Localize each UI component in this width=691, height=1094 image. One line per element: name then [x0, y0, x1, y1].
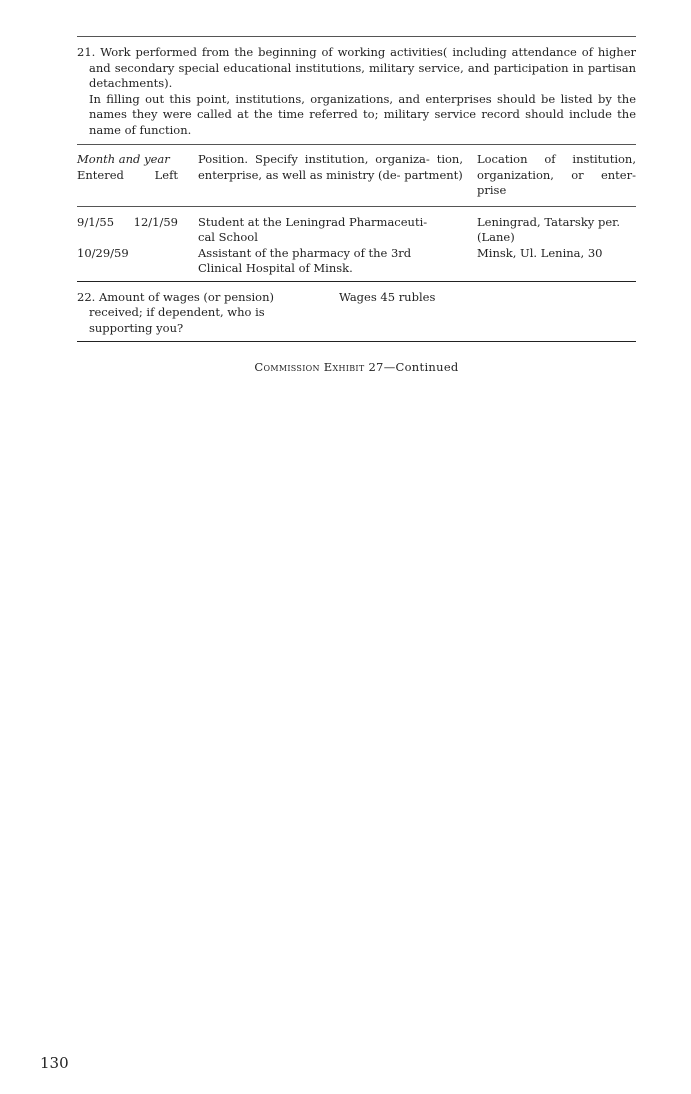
row-2-location: [477, 246, 636, 277]
bottom-rule: [77, 341, 636, 342]
header-position-line-2: tion, enterprise, as well as ministry (de-: [198, 152, 463, 182]
row-2-dates: [77, 246, 198, 277]
row-2-position: [198, 246, 477, 277]
instruction-line-3: record should include the name of function.: [89, 107, 637, 137]
section-22-question: [77, 290, 339, 337]
row-1-position: [198, 215, 477, 246]
row-1-position-line-1: Student at the Leningrad Pharmaceuti-: [198, 214, 428, 229]
row-1-location-line-1: Leningrad, Tatarsky per.: [477, 214, 621, 229]
exhibit-caption: [77, 360, 636, 376]
header-entered: Entered: [77, 167, 124, 182]
header-position-line-1: Position. Specify institution, organiza-: [198, 152, 430, 166]
section-22-line-2: received; if dependent, who is: [89, 305, 265, 319]
caption-exhibit: Commission Exhibit 27: [254, 360, 384, 374]
row-2-entered: 10/29/59: [77, 245, 129, 260]
header-location-line-2: organization, or enter-: [477, 167, 636, 182]
header-location-col: [477, 152, 636, 199]
header-left: Left: [154, 167, 178, 182]
section-21-line-2: of higher and secondary special educational institutions, military service, and: [89, 45, 637, 75]
row-2-location-line-1: Minsk, Ul. Lenina, 30: [477, 245, 603, 260]
table-body: [77, 207, 636, 281]
section-21-number: 21.: [77, 45, 96, 59]
section-21-line-3: participation in partisan detachments).: [89, 60, 636, 90]
section-22: [77, 282, 636, 342]
section-21-instructions: [77, 92, 636, 139]
instruction-line-2: listed by the names they were called at the time referred to; military service: [89, 91, 636, 121]
header-date-col: [77, 152, 198, 199]
section-21: [77, 37, 636, 144]
row-1-location: [477, 215, 636, 246]
header-position-col: [198, 152, 477, 199]
page-number: 130: [40, 1054, 69, 1072]
table-row: [77, 215, 636, 246]
header-location-line-1: Location of institution,: [477, 152, 636, 166]
row-1-entered: 9/1/55: [77, 214, 115, 229]
row-1-dates: [77, 215, 198, 246]
table-row: [77, 246, 636, 277]
row-1-left: 12/1/59: [133, 214, 178, 229]
section-21-line-1: Work performed from the beginning of working activities( including attendance: [100, 45, 577, 59]
header-entered-left: [77, 168, 198, 184]
section-22-answer: Wages 45 rubles: [339, 289, 436, 304]
header-position-line-3: partment): [404, 167, 463, 182]
row-1-position-line-2: cal School: [198, 230, 258, 244]
row-1-location-line-2: (Lane): [477, 230, 515, 244]
instruction-line-1: In filling out this point, institutions, organizations, and enterprises should be: [89, 91, 556, 106]
section-22-line-3: supporting you?: [89, 320, 184, 335]
caption-suffix: —Continued: [383, 360, 459, 374]
header-location-line-3: prise: [477, 183, 507, 197]
table-header: [77, 145, 636, 206]
row-2-position-line-2: Clinical Hospital of Minsk.: [198, 261, 353, 275]
section-22-line-1: 22. Amount of wages (or pension): [77, 289, 274, 304]
document-page: [77, 36, 637, 374]
row-2-position-line-1: Assistant of the pharmacy of the 3rd: [198, 245, 412, 260]
section-21-paragraph: [77, 45, 636, 92]
header-month-year: Month and year: [77, 152, 170, 166]
